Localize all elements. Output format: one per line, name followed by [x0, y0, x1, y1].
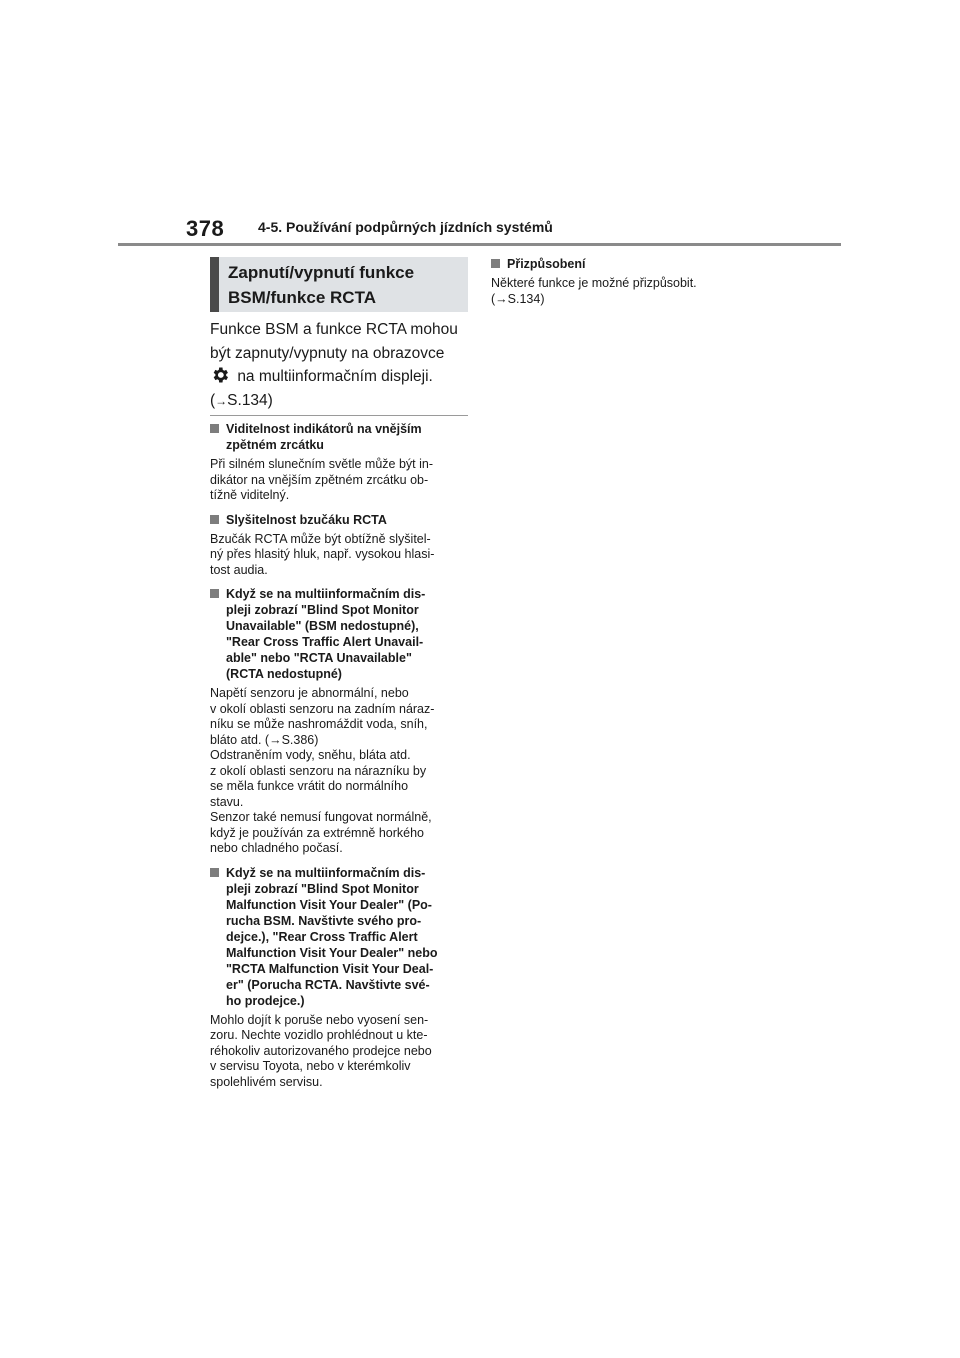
note-body-line: ný přes hlasitý hluk, např. vysokou hlasi-: [210, 547, 435, 561]
header-divider: [118, 243, 841, 246]
note-heading: [210, 865, 472, 1009]
note-body-line: Napětí senzoru je abnormální, nebo: [210, 686, 409, 700]
note-heading: [491, 256, 753, 272]
note-heading-line: pleji zobrazí "Blind Spot Monitor: [226, 603, 419, 617]
note-body-line: v servisu Toyota, nebo v kterémkoliv: [210, 1059, 411, 1073]
note-heading-line: (RCTA nedostupné): [226, 667, 342, 681]
note-body-line: Některé funkce je možné přizpůsobit.: [491, 276, 697, 290]
note-body-line: se měla funkce vrátit do normálního: [210, 779, 409, 793]
note-heading-line: Slyšitelnost bzučáku RCTA: [226, 512, 387, 527]
section-title-box: [210, 257, 468, 312]
square-bullet-icon: [210, 515, 219, 524]
note-body-line: bláto atd. (→S.386): [210, 732, 319, 747]
note-body-line: nebo chladného počasí.: [210, 841, 343, 855]
section-title-line: Zapnutí/vypnutí funkce: [228, 263, 415, 282]
note-heading-line: pleji zobrazí "Blind Spot Monitor: [226, 881, 419, 896]
note-body-line: v okolí oblasti senzoru na zadním náraz-: [210, 701, 435, 716]
note-body-line: zoru. Nechte vozidlo prohlédnout u kte-: [210, 1028, 428, 1042]
note-body-line: dikátor na vnějším zpětném zrcátku ob-: [210, 472, 429, 487]
note-item: [210, 421, 472, 504]
note-heading: [210, 512, 472, 528]
note-heading-line: "Rear Cross Traffic Alert Unavail-: [226, 635, 424, 649]
note-item: [210, 586, 472, 857]
note-body-line: tížně viditelný.: [210, 488, 290, 502]
square-bullet-icon: [210, 868, 219, 877]
square-bullet-icon: [491, 259, 500, 268]
note-body-line: tost audia.: [210, 562, 268, 577]
note-heading-line: er" (Porucha RCTA. Navštivte své-: [226, 977, 430, 992]
left-column: [210, 421, 472, 1098]
section-divider: [210, 415, 468, 416]
intro-line: Funkce BSM a funkce RCTA mohou: [210, 321, 458, 338]
intro-line: na multiinformačním displeji.: [237, 368, 433, 385]
note-body-line: Mohlo dojít k poruše nebo vyosení sen-: [210, 1012, 429, 1027]
note-item: [491, 256, 753, 307]
note-heading-line: Malfunction Visit Your Dealer" nebo: [226, 945, 438, 960]
note-body: [210, 686, 472, 857]
square-bullet-icon: [210, 589, 219, 598]
note-heading-line: Malfunction Visit Your Dealer" (Po-: [226, 897, 432, 912]
note-body: [210, 457, 472, 504]
note-body-line: Bzučák RCTA může být obtížně slyšitel-: [210, 531, 431, 546]
square-bullet-icon: [210, 424, 219, 433]
note-heading-line: able" nebo "RCTA Unavailable": [226, 651, 412, 665]
intro-page-reference: (→S.134): [210, 391, 273, 409]
note-body-line: stavu.: [210, 794, 244, 809]
note-heading-line: Když se na multiinformačním dis-: [226, 587, 426, 601]
note-body-line: níku se může nashromáždit voda, sníh,: [210, 717, 428, 731]
intro-paragraph: [210, 318, 472, 413]
intro-line-with-icon: [210, 365, 472, 389]
note-heading-line: ho prodejce.): [226, 993, 305, 1008]
note-body-line: z okolí oblasti senzoru na nárazníku by: [210, 763, 427, 778]
note-heading-line: Přizpůsobení: [507, 257, 586, 271]
chapter-title: 4-5. Používání podpůrných jízdních systémů: [258, 219, 553, 235]
right-column: [491, 256, 753, 315]
note-body: [210, 1013, 472, 1091]
page-number: 378: [186, 216, 225, 241]
note-body-line: když je používán za extrémně horkého: [210, 825, 425, 840]
note-heading-line: Viditelnost indikátorů na vnějším: [226, 422, 422, 436]
note-heading: [210, 586, 472, 682]
note-body-line: Odstraněním vody, sněhu, bláta atd.: [210, 748, 411, 762]
note-heading-line: "RCTA Malfunction Visit Your Deal-: [226, 961, 434, 976]
note-heading-line: dejce.), "Rear Cross Traffic Alert: [226, 929, 418, 944]
note-body-line: spolehlivém servisu.: [210, 1074, 323, 1089]
note-body-line: Senzor také nemusí fungovat normálně,: [210, 810, 432, 824]
note-body-line: réhokoliv autorizovaného prodejce nebo: [210, 1043, 432, 1058]
note-heading: [210, 421, 472, 453]
arrow-right-icon: →: [215, 393, 228, 408]
note-item: [210, 512, 472, 579]
section-title-line: BSM/funkce RCTA: [228, 288, 376, 307]
note-body: [491, 276, 753, 307]
note-body: [210, 532, 472, 579]
note-heading-line: Unavailable" (BSM nedostupné),: [226, 619, 419, 633]
note-item: [210, 865, 472, 1091]
note-heading-line: rucha BSM. Navštivte svého pro-: [226, 913, 422, 928]
note-body-line: (→S.134): [491, 291, 545, 306]
note-heading-line: Když se na multiinformačním dis-: [226, 865, 426, 880]
note-body-line: Při silném slunečním světle může být in-: [210, 457, 433, 471]
intro-line: být zapnuty/vypnuty na obrazovce: [210, 344, 445, 362]
note-heading-line: zpětném zrcátku: [226, 438, 324, 452]
gear-icon: [210, 365, 230, 385]
